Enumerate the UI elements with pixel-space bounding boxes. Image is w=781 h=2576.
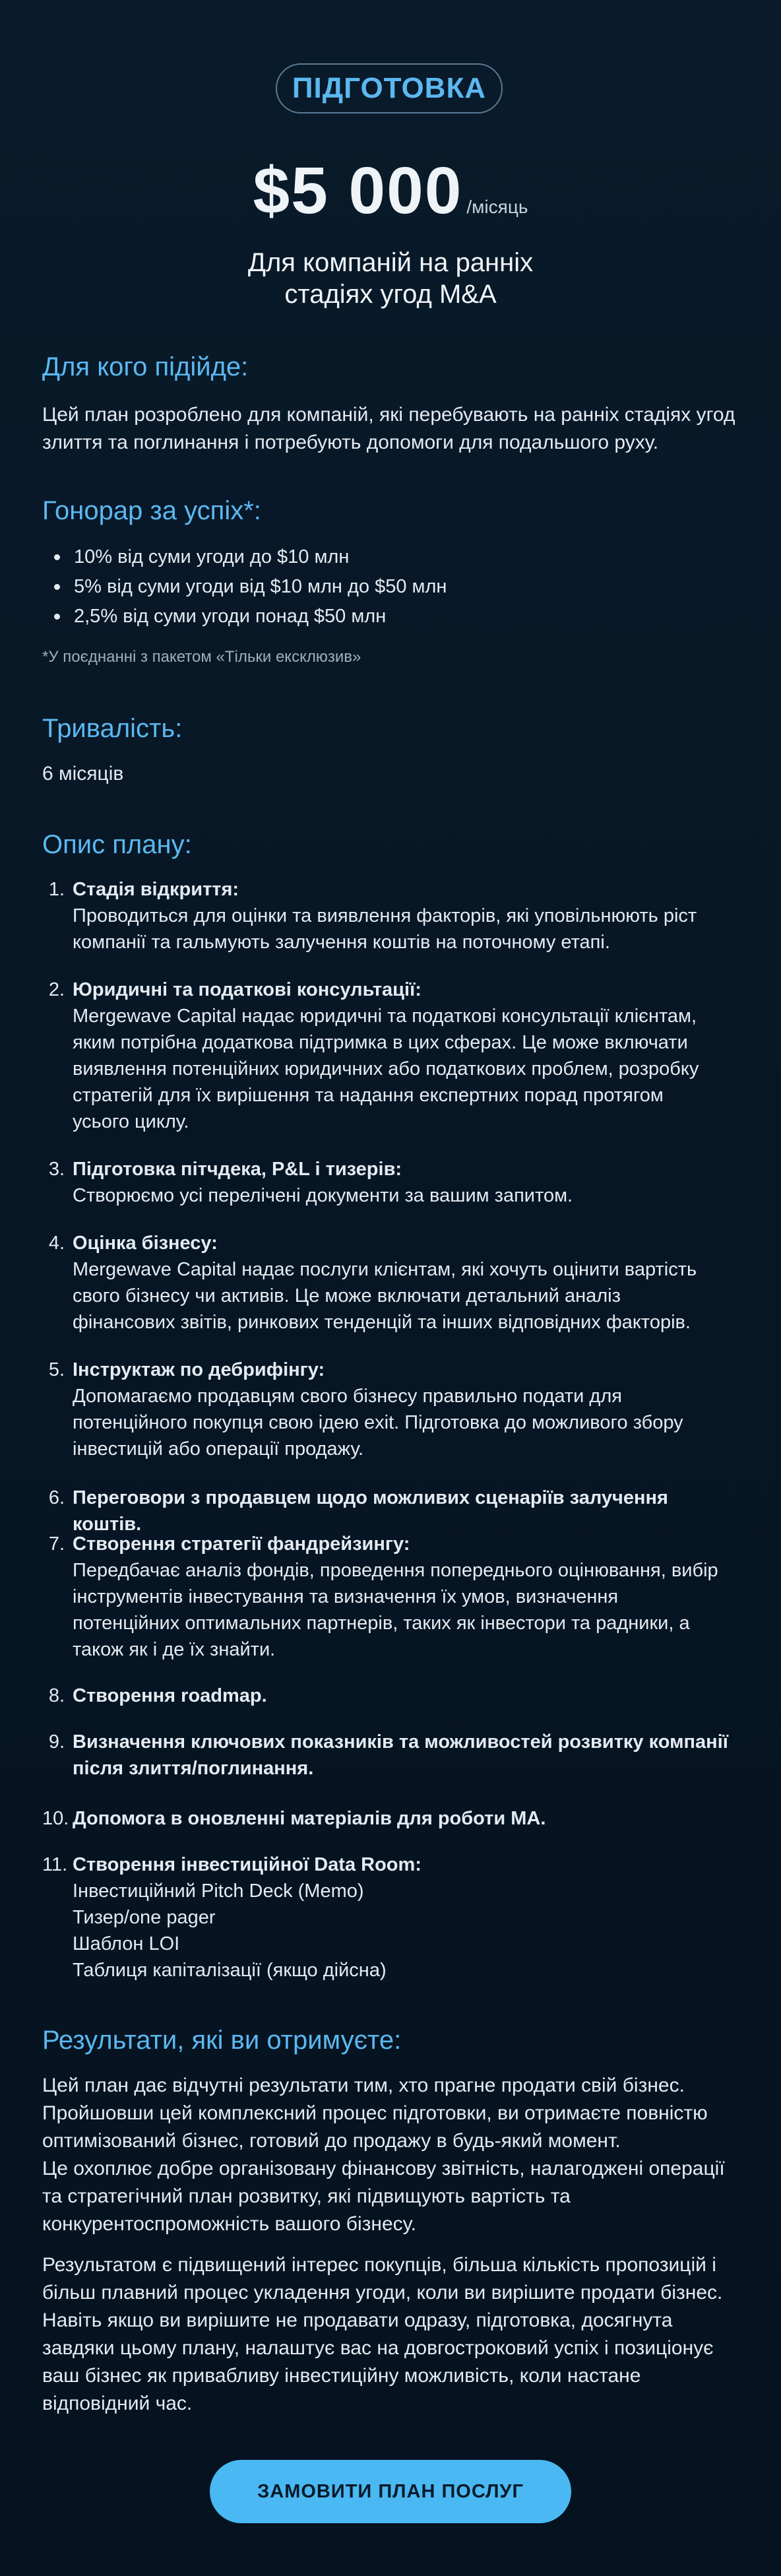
plan-item-line: потенційного покупця свою ідею exit. Підготовка до можливого збору [73,1412,683,1433]
results-line: Цей план дає відчутні результати тим, хто прагне продати свій бізнес. [42,2075,685,2096]
results-line: завдяки цьому плану, налаштує вас на довгостроковий успіх і позиціонує [42,2337,714,2359]
plan-item-line: також як і де їх знайти. [73,1639,276,1660]
plan-item-title: Створення roadmap. [73,1685,267,1706]
plan-item-number: 10. [42,1808,69,1829]
plan-item-title: Юридичні та податкові консультації: [73,979,422,1000]
subtitle-line: стадіях угод M&A [284,280,497,309]
who-line: злиття та поглинання і потребують допомоги для подальшого руху. [42,432,659,453]
plan-item-line: Допомагаємо продавцям свого бізнесу правильно подати для [73,1386,622,1407]
plan-item-title-cont: після злиття/поглинання. [73,1758,314,1779]
fee-item: 2,5% від суми угоди понад $50 млн [42,602,447,631]
plan-item-line: Mergewave Capital надає юридичні та податкові консультації клієнтам, [73,1006,697,1027]
plan-item-title: Допомога в оновленні матеріалів для роботи МА. [73,1808,546,1829]
plan-item-line: інвестицій або операції продажу. [73,1438,364,1460]
results-line: Це охоплює добре організовану фінансову звітність, налагоджені операції [42,2158,725,2179]
results-line: більш плавний процес укладення угоди, коли ви вирішите продати бізнес. [42,2282,723,2303]
plan-item-number: 8. [48,1685,65,1706]
results-line: Пройшовши цей комплексний процес підготовки, ви отримаєте повністю [42,2102,708,2124]
plan-title: Опис плану: [42,830,192,859]
results-line: відповідний час. [42,2393,193,2414]
price-amount: $5 000 [253,154,463,228]
results-paragraph-1 [42,2072,741,2238]
plan-item-number: 1. [48,879,65,900]
plan-item-line: Тизер/one pager [73,1907,216,1928]
plan-item-line: Інвестиційний Pitch Deck (Memo) [73,1881,364,1902]
plan-item-line: стратегій для їх вирішення та надання експертних порад протягом [73,1085,664,1106]
plan-item-line: Mergewave Capital надає послуги клієнтам, які хочуть оцінити вартість [73,1259,697,1280]
plan-item-line: Шаблон LOI [73,1933,180,1954]
who-text [42,401,741,457]
fee-note: *У поєднанні з пакетом «Тільки ексклюзив» [42,648,361,666]
plan-item-line: Передбачає аналіз фондів, проведення попереднього оцінювання, вибір [73,1560,718,1581]
fee-list [42,542,447,631]
results-line: Результатом є підвищений інтерес покупців, більша кількість пропозицій і [42,2254,716,2276]
plan-item-title: Оцінка бізнесу: [73,1233,218,1254]
plan-subtitle [0,247,781,310]
plan-item-line: усього циклу. [73,1111,189,1132]
plan-item-title: Підготовка пітчдека, P&L і тизерів: [73,1159,402,1180]
order-plan-button[interactable]: ЗАМОВИТИ ПЛАН ПОСЛУГ [210,2460,571,2523]
plan-badge: ПІДГОТОВКА [276,63,503,113]
plan-item-title: Створення стратегії фандрейзингу: [73,1533,410,1555]
plan-item-line: виявлення потенційних юридичних або податкових проблем, розробку [73,1058,699,1079]
who-line: Цей план розроблено для компаній, які перебувають на ранніх стадіях угод [42,404,735,426]
plan-item-title: Інструктаж по дебрифінгу: [73,1359,325,1380]
subtitle-line: Для компаній на ранніх [247,248,534,277]
fee-item: 5% від суми угоди від $10 млн до $50 млн [42,572,447,602]
price [0,153,781,229]
plan-item-number: 11. [42,1854,68,1875]
plan-item-line: фінансових звітів, ринкових тенденцій та інших відповідних факторів. [73,1312,691,1333]
plan-item-line: Проводиться для оцінки та виявлення факторів, які уповільнюють ріст [73,905,697,926]
plan-item-line: інструментів інвестування та визначення їх умов, визначення [73,1586,619,1607]
results-line: ваш бізнес як привабливу інвестиційну можливість, коли настане [42,2365,641,2387]
results-paragraph-2 [42,2251,741,2418]
results-title: Результати, які ви отримуєте: [42,2026,402,2055]
plan-item-number: 6. [48,1487,65,1508]
plan-item-number: 7. [48,1533,65,1555]
plan-item-line: Таблиця капіталізації (якщо дійсна) [73,1960,387,1981]
plan-item-line: свого бізнесу чи активів. Це може включати детальний аналіз [73,1285,621,1306]
plan-item-line: компанії та гальмують залучення коштів на поточному етапі. [73,932,610,953]
plan-item-number: 2. [48,979,65,1000]
plan-item-number: 9. [48,1731,65,1753]
plan-item-title: Стадія відкриття: [73,879,239,900]
who-title: Для кого підійде: [42,352,249,381]
plan-item-number: 3. [48,1159,65,1180]
plan-item-title: Створення інвестиційної Data Room: [73,1854,422,1875]
plan-item-number: 5. [48,1359,65,1380]
results-line: Навіть якщо ви вирішите не продавати одразу, підготовка, досягнута [42,2309,673,2331]
plan-item-line: потенційних оптимальних партнерів, таких як інвестори та радники, а [73,1613,690,1634]
plan-item-title: Визначення ключових показників та можливостей розвитку компанії [73,1731,728,1753]
price-unit: /місяць [466,197,528,217]
plan-item-line: яким потрібна додаткова підтримка в цих сферах. Це може включати [73,1032,688,1053]
results-line: оптимізований бізнес, готовий до продажу в будь-який момент. [42,2130,621,2152]
duration-value: 6 місяців [42,763,124,785]
results-line: конкурентоспроможність вашого бізнесу. [42,2213,416,2235]
duration-title: Тривалість: [42,714,183,743]
plan-item-line: Створюємо усі перелічені документи за вашим запитом. [73,1185,573,1206]
fee-title: Гонорар за успіх*: [42,496,261,525]
fee-item: 10% від суми угоди до $10 млн [42,542,447,572]
results-line: та стратегічний план розвитку, які підвищують вартість та [42,2185,571,2207]
plan-item-title: Переговори з продавцем щодо можливих сценаріїв залучення коштів. [73,1487,668,1535]
plan-item-number: 4. [48,1233,65,1254]
